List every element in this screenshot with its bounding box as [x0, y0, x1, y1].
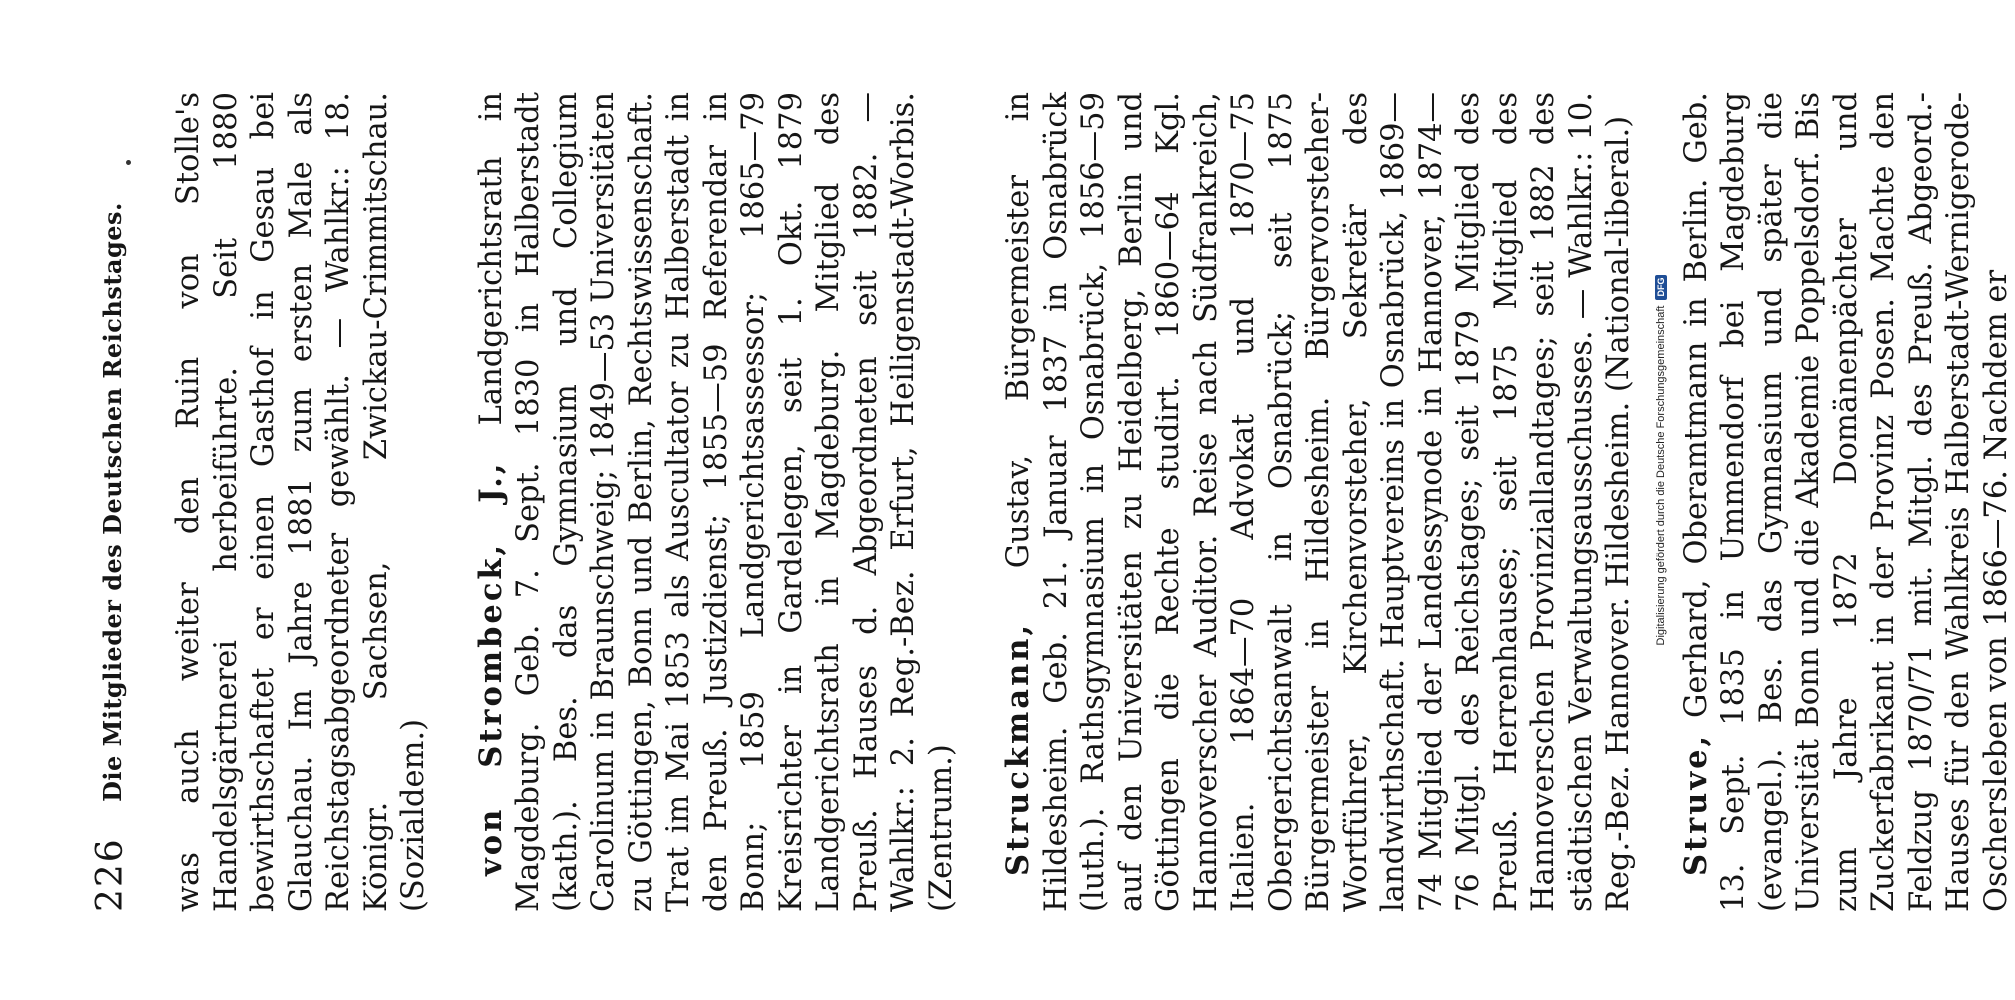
page-number: 226 — [90, 837, 131, 912]
entry-name: Struckmann, — [1000, 621, 1036, 876]
page-header-title: Die Mitglieder des Deutschen Reichstages. — [98, 202, 127, 802]
entry-text: Landgerichtsrath in Magdeburg. Geb. 7. Sept. 1830 in Halberstadt (kath.). Bes. das Gymnasium und Collegium Carolinum in Braunschweig; 1849—53 Universitäten zu Göttingen, Bonn und Berlin, Rechtswissenschaft. Trat im Mai 1853 als Auscultator zu Halberstadt in den Preuß. Justizdienst; 1855—59 Referendar in Bonn; 1859 Landgerichtsassessor; 1865—79 Kreisrichter in Gardelegen, seit 1. Okt. 1879 Landgerichtsrath in Magdeburg. Mitglied des Preuß. Hauses d. Abgeordneten seit 1882. — Wahlkr.: 2. Reg.-Bez. Erfurt, Heiligenstadt-Worbis. (Zentrum.) — [473, 92, 959, 912]
entry-struckmann — [1000, 92, 1638, 912]
dfg-logo-icon: DFG — [1655, 275, 1667, 300]
sidebar-rotated — [1646, 0, 1676, 960]
entry-text: was auch weiter den Ruin von Stolle's Handelsgärtnerei herbeiführte. Seit 1880 bewirthschaftet er einen Gasthof in Gesau bei Glauchau. Im Jahre 1881 zum ersten Male als Reichstagsabgeordneter gewählt. — Wahlkr.: 18. Königr. Sachsen, Zwickau-Crimmitschau. (Sozialdem.) — [171, 92, 431, 912]
running-head — [90, 92, 140, 912]
entry-continuation — [170, 92, 433, 912]
digitization-notice: Digitalisierung gefördert durch die Deutsche Forschungsgemeinschaft — [1655, 305, 1667, 646]
scan-speck — [126, 160, 131, 165]
entry-struve — [1678, 92, 2015, 912]
entry-text: Gerhard, Oberamtmann in Berlin. Geb. 13. Sept. 1835 in Ummendorf bei Magdeburg (evangel.). Bes. das Gymnasium und später die Universität Bonn und die Akademie Poppelsdorf. Bis zum Jahre 1872 Domänenpächter und Zuckerfabrikant in der Provinz Posen. Machte den Feldzug 1870/71 mit. Mitgl. des Preuß. Abgeord.-Hauses für den Wahlkreis Halberstadt-Wernigerode-Oschersleben von 1866—76. Nachdem er — [1678, 92, 2014, 912]
entry-text: Gustav, Bürgermeister in Hildesheim. Geb. 21. Januar 1837 in Osnabrück (luth.). Rathsgymnasium in Osnabrück, 1856—59 auf den Universitäten zu Heidelberg, Berlin und Göttingen die Rechte studirt. 1860—64 Kgl. Hannoverscher Auditor. Reise nach Südfrankreich, Italien. 1864—70 Advokat und 1870—75 Obergerichtsanwalt in Osnabrück; seit 1875 Bürgermeister in Hildesheim. Bürgervorsteher-Wortführer, Kirchenvorsteher, Sekretär des landwirthschaft. Hauptvereins in Osnabrück, 1869—74 Mitglied der Landessynode in Hannover, 1874—76 Mitgl. des Reichstages; seit 1879 Mitglied des Preuß. Herrenhauses; seit 1875 Mitglied des Hannoverschen Provinziallandtages; seit 1882 des städtischen Verwaltungsausschusses. — Wahlkr.: 10. Reg.-Bez. Hannover. Hildesheim. (National-liberal.) — [1001, 92, 1636, 912]
entry-strombeck — [473, 92, 961, 912]
digitization-sidebar — [1642, 0, 1672, 1000]
entry-name: von Strombeck, J., — [472, 460, 509, 876]
entry-name: Struve, — [1677, 732, 1714, 876]
